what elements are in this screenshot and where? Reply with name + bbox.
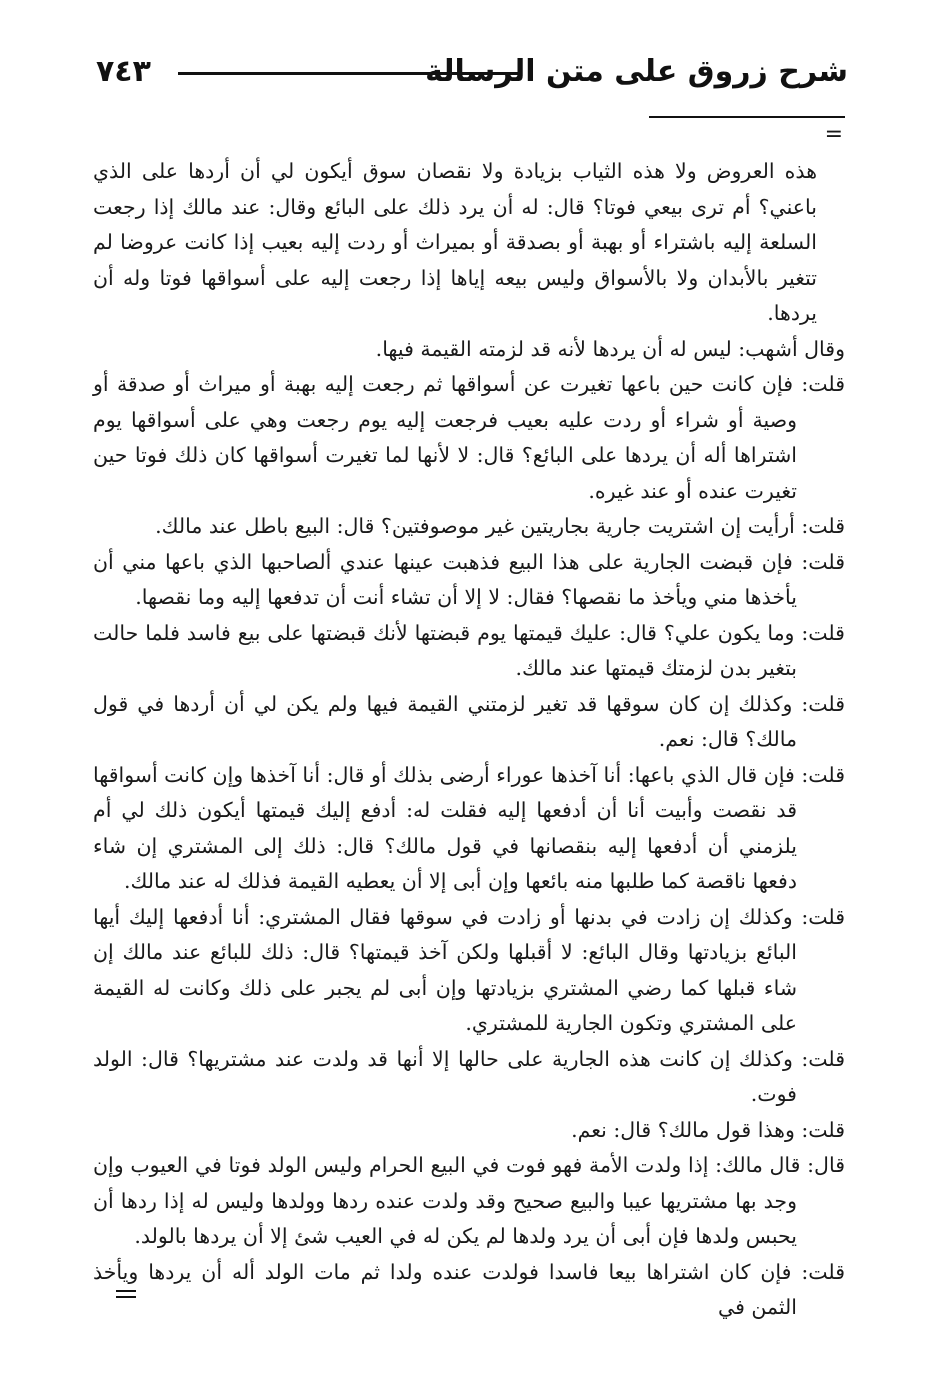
paragraph: قلت: وكذلك إن كان سوقها قد تغير لزمتني القيمة فيها ولم يكن لي أن أردها في قول مالك؟ قال: نعم. [93,691,845,751]
paragraph: قلت: وكذلك إن كانت هذه الجارية على حالها إلا أنها قد ولدت عند مشتريها؟ قال: الولد فوت. [93,1046,845,1106]
continuation-rule [116,1296,136,1298]
header-rule [178,72,518,75]
header-underline [649,116,845,118]
page-number: ٧٤٣ [96,54,151,89]
running-title: شرح زروق على متن الرسالة [425,54,848,89]
paragraph: قلت: فإن كان اشتراها بيعا فاسدا فولدت عنده ولدا ثم مات الولد أله أن يردها ويأخذ الثمن في [93,1259,845,1319]
paragraph: قلت: وكذلك إن زادت في بدنها أو زادت في سوقها فقال المشتري: أنا أدفعها إليك أيها البائع بزيادتها وقال البائع: لا أقبلها ولكن آخذ قيمتها؟ قال: ذلك للبائع عند مالك إن شاء قبلها كما رضي المشتري بزيادتها وإن أبى لم يجبر على ذلك وكانت له القيمة على المشتري وتكون الجارية للمشتري. [93,904,845,1035]
paragraph: قلت: وهذا قول مالك؟ قال: نعم. [571,1117,845,1142]
paragraph: قال: قال مالك: إذا ولدت الأمة فهو فوت في البيع الحرام وليس الولد فوتا في العيوب وإن وجد بها مشتريها عيبا والبيع صحيح وقد ولدت عنده ردها وولدها وليس له إذا ردها أن يحبس ولدها فإن أبى أن يرد ولدها لم يكن له في العيب شئ إلا أن يردها بالولد. [93,1153,845,1248]
paragraph: قلت: فإن قال الذي باعها: أنا آخذها عوراء أرضى بذلك أو قال: أنا آخذها وإن كانت أسواقها قد نقصت وأبيت أنا أن أدفعها إليه فقلت له: أدفع إليك قيمتها أيكون ذلك لي أم يلزمني أن أدفعها إليه بنقصانها في قول مالك؟ قال: ذلك إلى المشتري إن شاء دفعها ناقصة كما طلبها منه بائعها وإن أبى إلا أن يعطيه القيمة فذلك له عند مالك. [93,762,845,893]
paragraph: وقال أشهب: ليس له أن يردها لأنه قد لزمته القيمة فيها. [375,336,845,361]
paragraph: هذه العروض ولا هذه الثياب بزيادة ولا نقصان سوق أيكون لي أن أردها على الذي باعني؟ أم ترى بيعي فوتا؟ قال: له أن يرد ذلك على البائع وقال: عند مالك إذا رجعت السلعة إليه باشتراء أو بهبة أو بصدقة أو بميراث أو ردت إليه بعيب إذا كانت عروضا لم تتغير بالأبدان ولا بالأسواق وليس بيعه إياها إذا رجعت إليه على أسواقها فوتا وله أن يردها. [93,159,817,325]
continuation-rule [116,1290,136,1292]
running-header [96,48,848,104]
paragraph: قلت: فإن كانت حين باعها تغيرت عن أسواقها ثم رجعت إليه بهبة أو ميراث أو صدقة أو وصية أو شراء أو ردت عليه بعيب فرجعت إليه يوم رجعت وهي على أسواقها يوم اشتراها أله أن يردها على البائع؟ قال: لا لأنها لما تغيرت أسواقها كان ذلك فوتا حين تغيرت عنده أو عند غيره. [93,372,845,503]
paragraph: قلت: وما يكون علي؟ قال: عليك قيمتها يوم قبضتها لأنك قبضتها على بيع فاسد فلما حالت بتغير بدن لزمتك قيمتها عند مالك. [93,620,845,680]
continuation-mark: = [824,122,843,147]
body-text [93,154,845,1326]
paragraph: قلت: أرأيت إن اشتريت جارية بجاريتين غير موصوفتين؟ قال: البيع باطل عند مالك. [155,514,845,538]
paragraph: قلت: فإن قبضت الجارية على هذا البيع فذهبت عينها عندي ألصاحبها الذي باعها مني أن يأخذها مني ويأخذ ما نقصها؟ فقال: لا إلا أن تشاء أنت أن تدفعها إليه وما نقصها. [93,549,845,609]
